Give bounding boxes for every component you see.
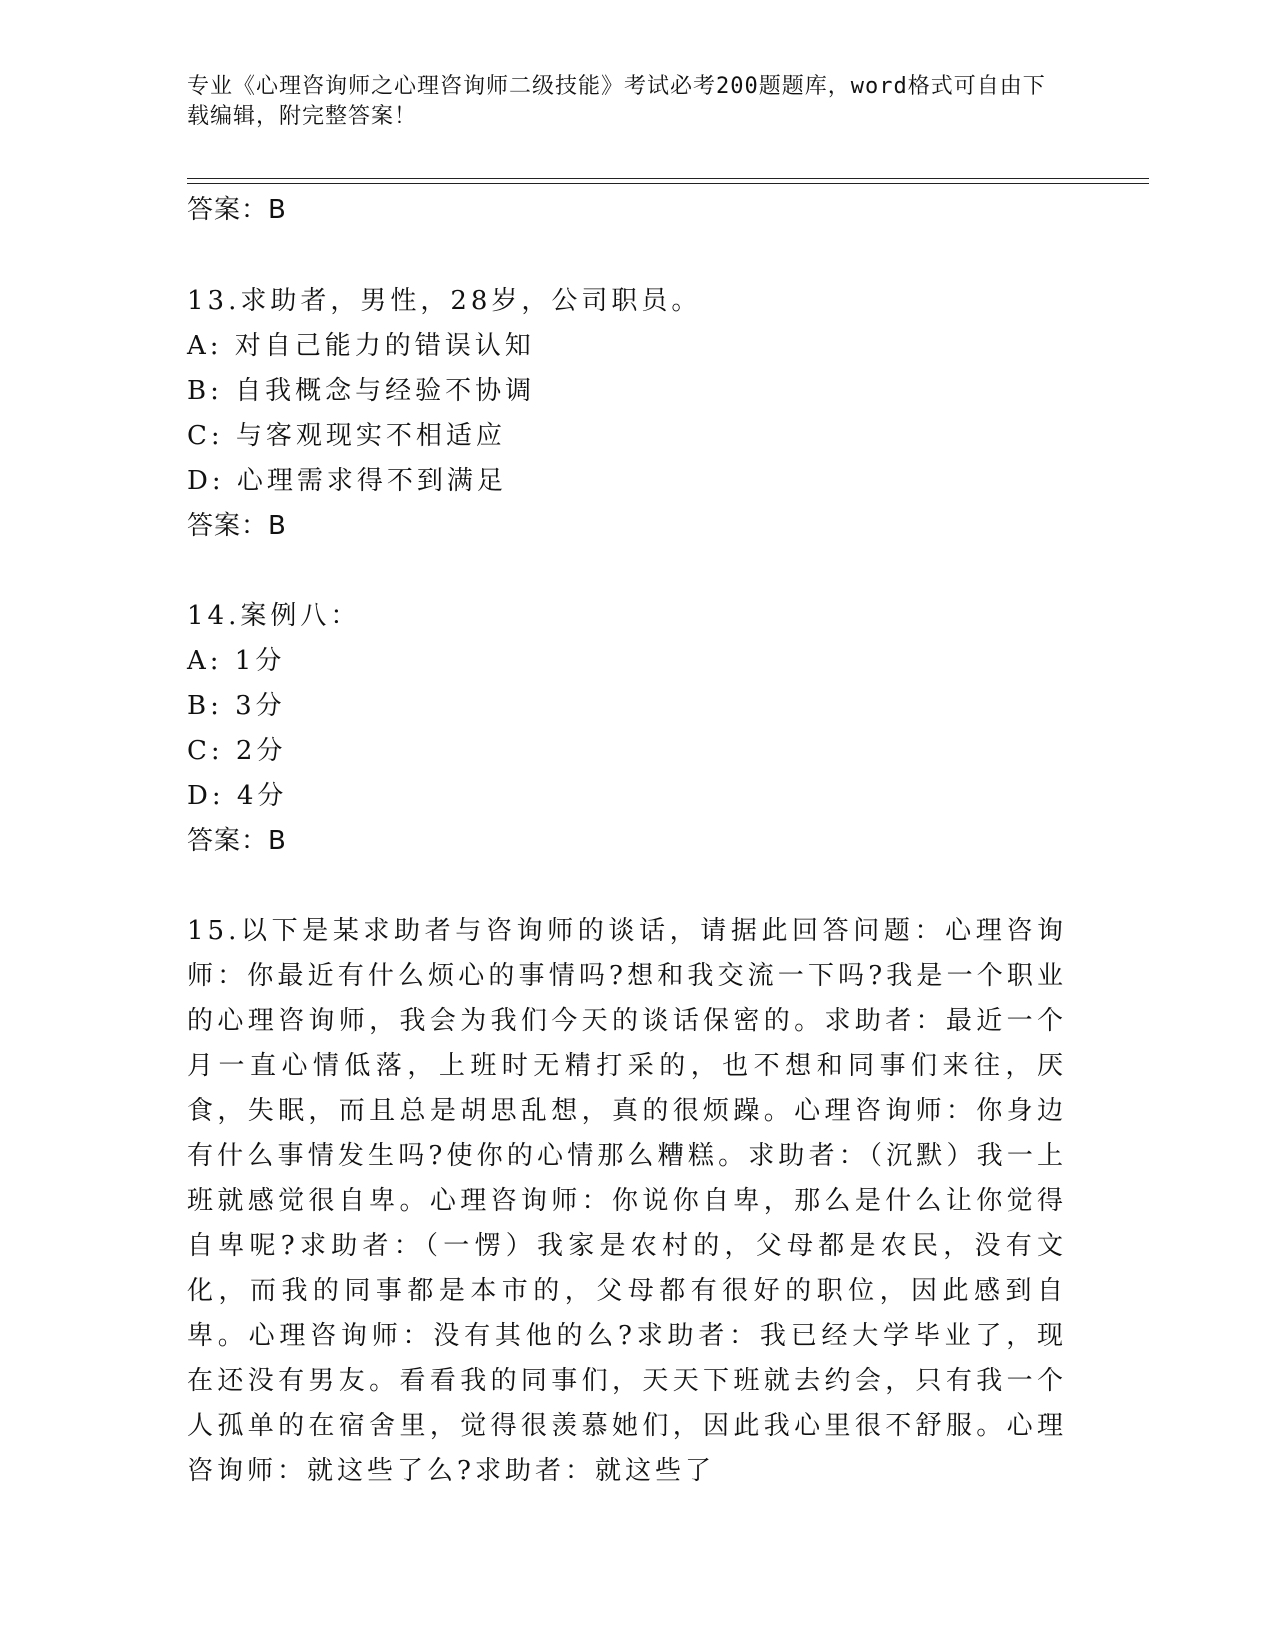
- option-d: D: 4分: [187, 781, 288, 811]
- question-title: 14.案例八：: [187, 601, 361, 631]
- answer-line: 答案：B: [187, 195, 287, 225]
- spacer: [187, 233, 1067, 279]
- document-body: [187, 188, 1067, 1494]
- option-b: B: 3分: [187, 691, 286, 721]
- spacer: [187, 864, 1067, 909]
- question-13: [187, 279, 1067, 549]
- header-divider-top: [187, 178, 1149, 179]
- question-14: [187, 594, 1067, 864]
- question-title: 13.求助者，男性，28岁，公司职员。: [187, 286, 702, 316]
- answer-line: 答案：B: [187, 826, 287, 856]
- option-b: B: 自我概念与经验不协调: [187, 376, 536, 406]
- option-c: C: 与客观现实不相适应: [187, 421, 506, 451]
- answer-line: 答案：B: [187, 511, 287, 541]
- spacer: [187, 549, 1067, 594]
- option-a: A: 对自己能力的错误认知: [187, 331, 535, 361]
- document-header: 专业《心理咨询师之心理咨询师二级技能》考试必考200题题库，word格式可自由下载编辑，附完整答案！: [187, 74, 1046, 129]
- option-d: D: 心理需求得不到满足: [187, 466, 507, 496]
- question-15-passage: 15.以下是某求助者与咨询师的谈话，请据此回答问题：心理咨询师：你最近有什么烦心的事情吗?想和我交流一下吗?我是一个职业的心理咨询师，我会为我们今天的谈话保密的。求助者：最近一个月一直心情低落，上班时无精打采的，也不想和同事们来往，厌食，失眠，而且总是胡思乱想，真的很烦躁。心理咨询师：你身边有什么事情发生吗?使你的心情那么糟糕。求助者：（沉默）我一上班就感觉很自卑。心理咨询师：你说你自卑，那么是什么让你觉得自卑呢?求助者：（一愣）我家是农村的，父母都是农民，没有文化，而我的同事都是本市的，父母都有很好的职位，因此感到自卑。心理咨询师：没有其他的么?求助者：我已经大学毕业了，现在还没有男友。看看我的同事们，天天下班就去约会，只有我一个人孤单的在宿舍里，觉得很羡慕她们，因此我心里很不舒服。心理咨询师：就这些了么?求助者：就这些了: [187, 916, 1067, 1486]
- option-a: A: 1分: [187, 646, 286, 676]
- option-c: C: 2分: [187, 736, 287, 766]
- header-divider-bottom: [187, 183, 1149, 184]
